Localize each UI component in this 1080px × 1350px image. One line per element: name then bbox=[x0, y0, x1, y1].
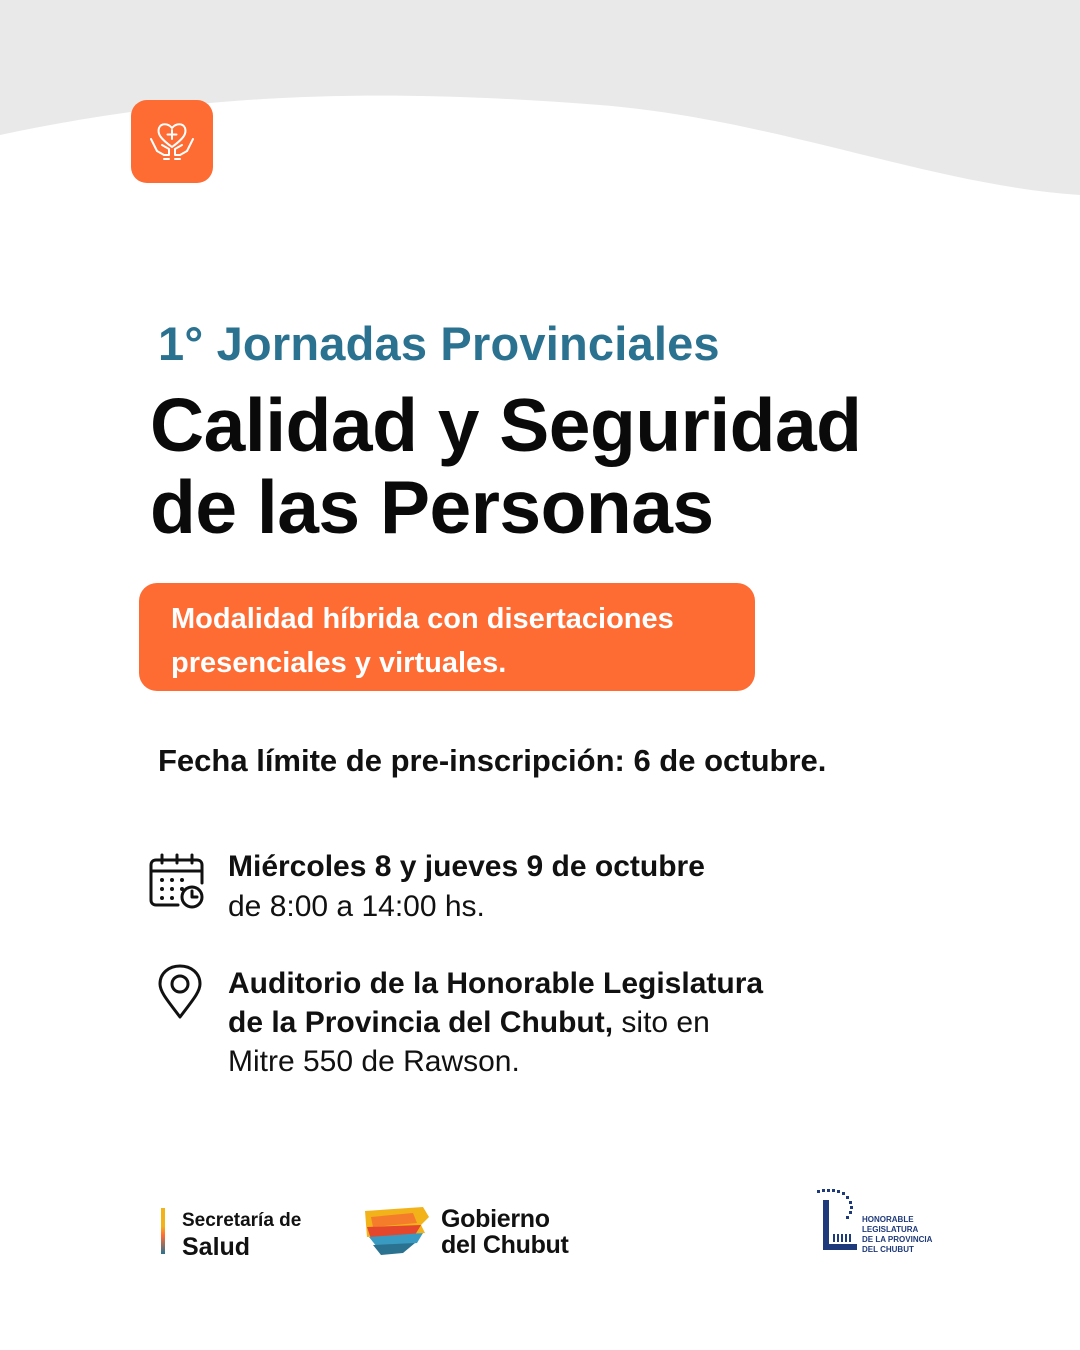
legislatura-logo-text bbox=[862, 1215, 932, 1255]
location-line1: Auditorio de la Honorable Legislatura bbox=[228, 967, 764, 1000]
hands-heart-cross-icon bbox=[147, 117, 197, 167]
event-title-line1: Calidad y Seguridad bbox=[150, 383, 862, 467]
event-title bbox=[150, 384, 862, 548]
schedule-time: de 8:00 a 14:00 hs. bbox=[228, 890, 485, 923]
secretaria-line2: Salud bbox=[182, 1233, 251, 1261]
health-badge bbox=[131, 100, 213, 183]
location-line2-rest: sito en bbox=[613, 1006, 710, 1039]
gobierno-line1: Gobierno bbox=[441, 1205, 550, 1233]
gobierno-line2: del Chubut bbox=[441, 1231, 569, 1259]
legislatura-line1: HONORABLE bbox=[862, 1215, 914, 1224]
schedule-block bbox=[228, 847, 705, 927]
secretaria-accent-bar bbox=[161, 1208, 165, 1254]
schedule-date: Miércoles 8 y jueves 9 de octubre bbox=[228, 850, 705, 883]
legislatura-line3: DE LA PROVINCIA bbox=[862, 1235, 933, 1244]
registration-deadline: Fecha límite de pre-inscripción: 6 de octubre. bbox=[158, 743, 827, 778]
calendar-clock-icon bbox=[148, 853, 206, 911]
legislatura-emblem-icon bbox=[815, 1188, 859, 1256]
secretaria-line1: Secretaría de bbox=[182, 1210, 302, 1231]
gobierno-logo-text bbox=[441, 1206, 569, 1258]
location-block bbox=[228, 964, 763, 1081]
secretaria-logo bbox=[182, 1208, 301, 1260]
modality-banner bbox=[139, 583, 755, 691]
map-pin-icon bbox=[156, 963, 204, 1021]
location-line3: Mitre 550 de Rawson. bbox=[228, 1045, 520, 1078]
event-title-line2: de las Personas bbox=[150, 465, 714, 549]
location-line2-bold: de la Provincia del Chubut, bbox=[228, 1006, 614, 1039]
chubut-map-logo-icon bbox=[363, 1203, 435, 1259]
event-subtitle: 1° Jornadas Provinciales bbox=[158, 317, 720, 370]
modality-line1: Modalidad híbrida con disertaciones bbox=[171, 603, 674, 635]
legislatura-line4: DEL CHUBUT bbox=[862, 1245, 914, 1254]
modality-line2: presenciales y virtuales. bbox=[171, 647, 507, 679]
legislatura-line2: LEGISLATURA bbox=[862, 1225, 919, 1234]
